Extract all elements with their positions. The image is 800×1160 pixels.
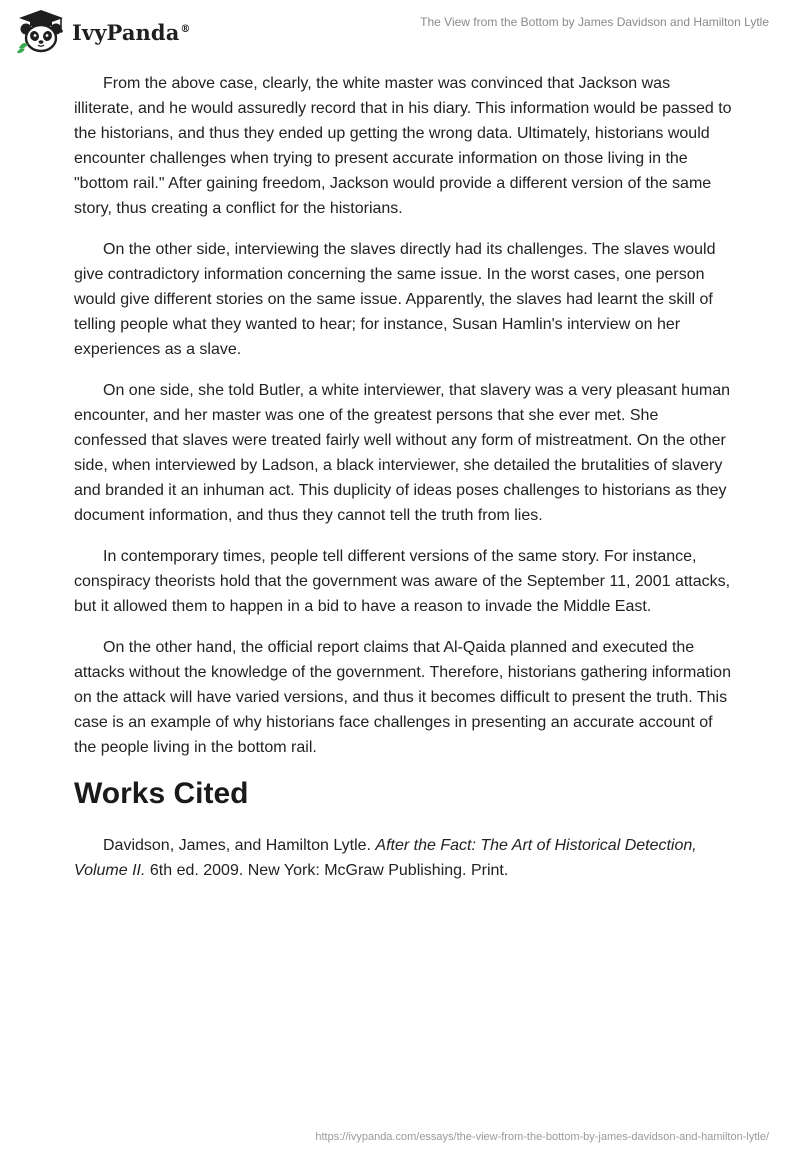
source-url[interactable]: https://ivypanda.com/essays/the-view-from-the-bottom-by-james-davidson-and-hamilton-lytle/ [315, 1131, 769, 1143]
citation-title: After the Fact: The Art of Historical Detection, Volume II. [74, 837, 697, 879]
panda-graduate-icon [14, 8, 68, 54]
brand-name: IvyPanda® [72, 19, 191, 45]
citation-authors: Davidson, James, and Hamilton Lytle. [103, 837, 376, 854]
paragraph: On the other side, interviewing the slaves directly had its challenges. The slaves would give contradictory information concerning the same issue. In the worst cases, one person would give different stories on the same issue. Apparently, the slaves had learnt the skill of telling people what they wanted to hear; for instance, Susan Hamlin's interview on her experiences as a slave. [74, 241, 716, 358]
citation-entry [74, 833, 734, 883]
works-cited-heading: Works Cited [74, 777, 249, 810]
paragraph: From the above case, clearly, the white master was convinced that Jackson was illiterate, and he would assuredly record that in his diary. This information would be passed to the historians, and thus they ended up getting the wrong data. Ultimately, historians would encounter challenges when trying to present accurate information on those living in the "bottom rail." After gaining freedom, Jackson would provide a different version of the same story, thus creating a conflict for the historians. [74, 75, 732, 217]
document-title: The View from the Bottom by James Davidson and Hamilton Lytle [420, 15, 769, 29]
page-header [0, 0, 800, 60]
paragraph: On the other hand, the official report claims that Al-Qaida planned and executed the attacks without the knowledge of the government. Therefore, historians gathering information on the attack will have varied versions, and thus it becomes difficult to present the truth. This case is an example of why historians face challenges in presenting an accurate account of the people living in the bottom rail. [74, 639, 731, 756]
brand-logo[interactable] [14, 8, 191, 54]
essay-content [74, 71, 734, 883]
citation-details: 6th ed. 2009. New York: McGraw Publishing. Print. [145, 862, 509, 879]
paragraph: On one side, she told Butler, a white interviewer, that slavery was a very pleasant human encounter, and her master was one of the greatest persons that she ever met. She confessed that slaves were treated fairly well without any form of mistreatment. On the other side, when interviewed by Ladson, a black interviewer, she detailed the brutalities of slavery and branded it an inhuman act. This duplicity of ideas poses challenges to historians as they document information, and thus they cannot tell the truth from lies. [74, 382, 730, 524]
paragraph: In contemporary times, people tell different versions of the same story. For instance, conspiracy theorists hold that the government was aware of the September 11, 2001 attacks, but it allowed them to happen in a bid to have a reason to invade the Middle East. [74, 548, 731, 615]
